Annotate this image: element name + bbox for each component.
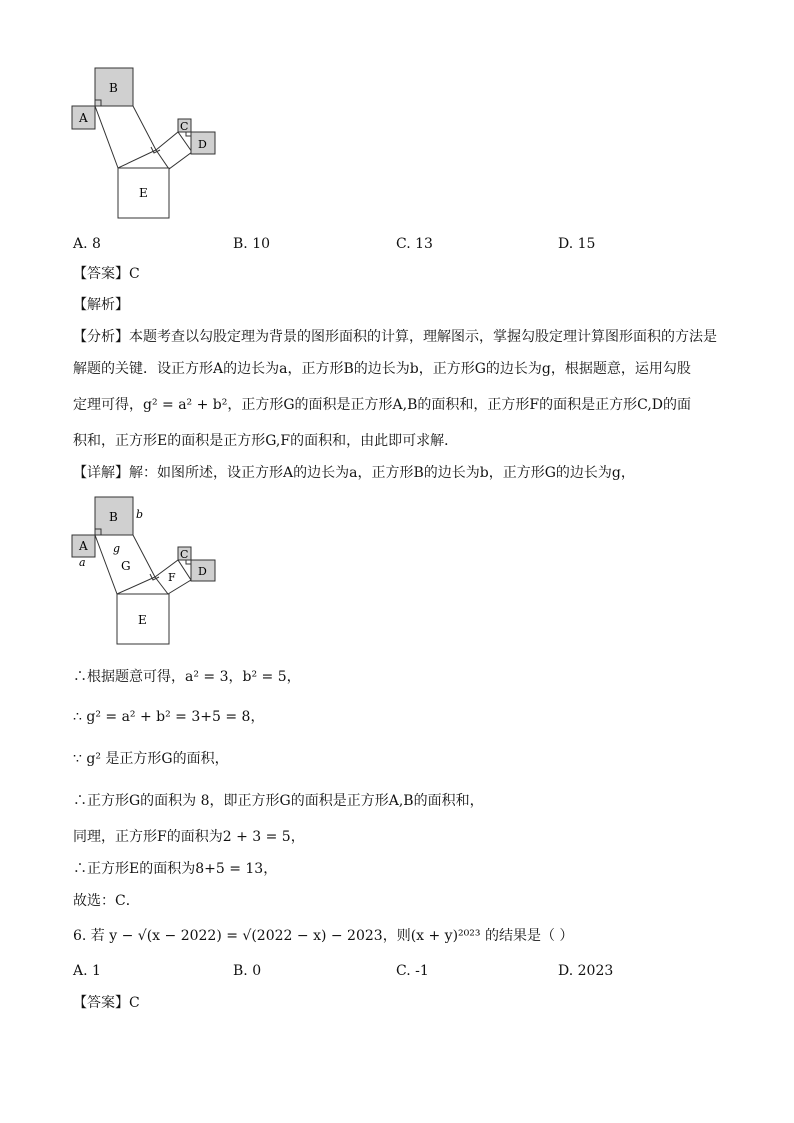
q6-option-d: D. 2023 [558,963,614,979]
q5-option-d: D. 15 [558,236,596,252]
step-1: ∴根据题意可得，a² = 3，b² = 5， [73,669,301,685]
label-a-2: A [79,539,88,553]
label-small-b: b [136,508,144,521]
figure-2 [68,494,220,648]
analysis-line-2: 解题的关键．设正方形A的边长为a，正方形B的边长为b，正方形G的边长为g，根据题意，运用勾股 [73,361,691,377]
q6-option-c: C. -1 [396,963,429,979]
step-3: ∵ g² 是正方形G的面积， [73,751,229,767]
step-6: ∴正方形E的面积为8+5 = 13， [73,861,278,877]
q5-option-b: B. 10 [233,236,271,252]
step-2: ∴ g² = a² + b² = 3+5 = 8， [73,709,265,725]
analysis-line-4: 积和，正方形E的面积是正方形G,F的面积和，由此即可求解． [73,433,459,449]
label-e-2: E [138,613,147,627]
label-small-a: a [79,556,86,569]
step-7: 故选：C． [73,893,140,909]
label-b-2: B [109,510,118,524]
q6-option-b: B. 0 [233,963,262,979]
label-e: E [139,186,148,200]
label-d: D [198,138,207,151]
label-small-g: g [113,542,121,555]
q5-option-a: A. 8 [73,236,101,252]
answer-6: 【答案】C [73,995,140,1011]
detail-line: 【详解】解：如图所述，设正方形A的边长为a，正方形B的边长为b，正方形G的边长为g， [73,465,635,481]
q6-option-a: A. 1 [73,963,101,979]
label-c-2: C [180,548,189,561]
label-f: F [168,571,176,584]
q5-option-c: C. 13 [396,236,433,252]
label-a: A [79,111,88,125]
analysis-line-1: 【分析】本题考查以勾股定理为背景的图形面积的计算，理解图示，掌握勾股定理计算图形面积的方法是 [73,329,717,345]
question-6: 6. 若 y − √(x − 2022) = √(2022 − x) − 2023，则(x + y)²⁰²³ 的结果是（ ） [73,928,574,944]
analysis-heading: 【解析】 [73,297,129,313]
square-f [156,132,192,169]
figure-1 [68,64,220,222]
label-c: C [180,120,189,133]
step-5: 同理，正方形F的面积为2 + 3 = 5， [73,829,305,845]
label-d-2: D [198,565,207,578]
answer-5: 【答案】C [73,266,140,282]
label-g: G [121,559,131,573]
analysis-line-3: 定理可得，g² = a² + b²，正方形G的面积是正方形A,B的面积和，正方形F的面积是正方形C,D的面 [73,397,692,413]
label-b: B [109,81,118,95]
step-4: ∴正方形G的面积为 8，即正方形G的面积是正方形A,B的面积和， [73,793,484,809]
square-g [95,106,156,168]
